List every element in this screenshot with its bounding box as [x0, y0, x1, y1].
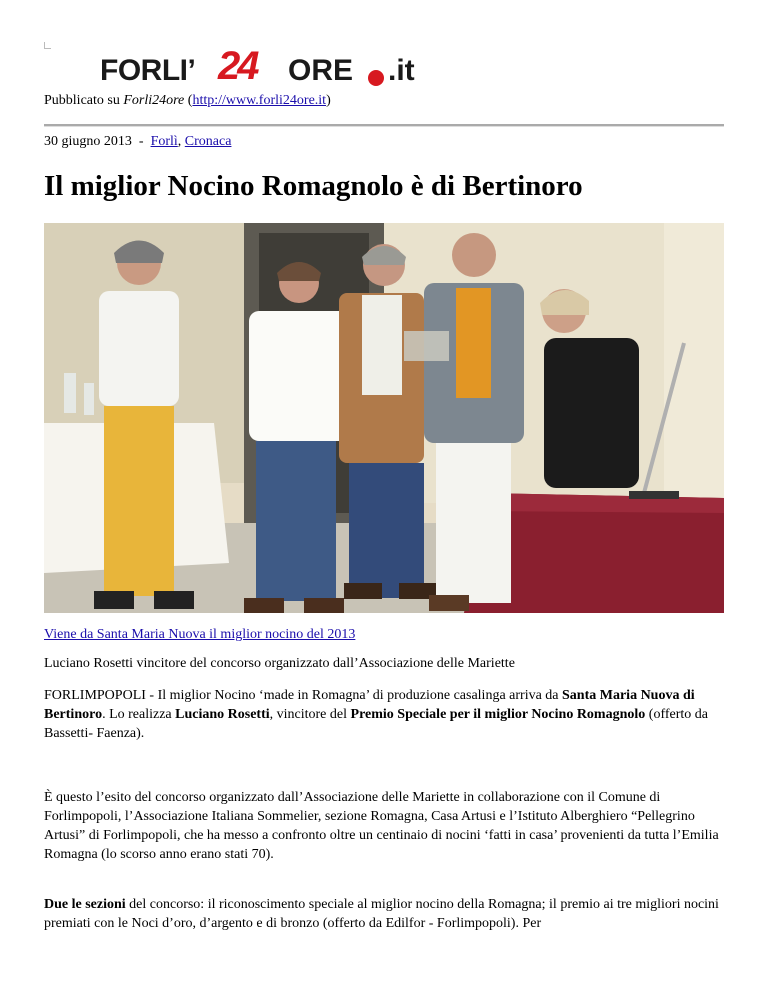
article-title: Il miglior Nocino Romagnolo è di Bertinoro [44, 170, 583, 202]
site-url-link[interactable]: http://www.forli24ore.it [192, 93, 327, 108]
site-logo [100, 44, 430, 92]
category-link-forli[interactable]: Forlì [150, 134, 178, 149]
logo-text-forli: FORLI’ [100, 54, 196, 87]
category-link-cronaca[interactable]: Cronaca [184, 134, 232, 149]
article-photo [44, 223, 724, 613]
photo-award-ceremony-icon [44, 223, 724, 613]
p1-text-2: . Lo realizza [102, 707, 176, 722]
paragraph-2: È questo l’esito del concorso organizzato dall’Associazione delle Mariette in collaborazione con il Comune di Forlimpopoli, l’Associazione Italiana Sommelier, sezione Romagna, Casa Artusi e l’Istituto Alberghiero “Pellegrino Artusi” di Forlimpopoli, che ha messo a confronto oltre un centinaio di nocini ‘fatti in casa’ provenienti da tutta l’Emilia Romagna (lo scorso anno erano stati 70). [44, 790, 719, 862]
published-line [44, 93, 331, 109]
p1-bold-1: Santa Maria Nuova di Bertinoro [44, 688, 695, 722]
url-close: ) [326, 93, 331, 108]
meta-comma: , [177, 134, 182, 149]
logo-text-24: 24 [218, 44, 257, 88]
p3-text-1: del concorso: il riconoscimento speciale al miglior nocino della Romagna; il premio ai tre migliori nocini premiati con le Noci d’oro, d’argento e di bronzo (offerto da Edilfor - Forlimpopoli). Per [44, 897, 719, 931]
photo-caption [44, 627, 355, 643]
paragraph-1 [44, 686, 724, 743]
p1-bold-3: Premio Speciale per il miglior Nocino Romagnolo [350, 707, 646, 722]
p1-text-1: FORLIMPOPOLI - Il miglior Nocino ‘made in Romagna’ di produzione casalinga arriva da [44, 688, 563, 703]
paragraph-3 [44, 895, 724, 933]
photo-caption-link[interactable]: Viene da Santa Maria Nuova il miglior nocino del 2013 [44, 627, 356, 642]
p1-text-4: (offerto da Bassetti- Faenza). [44, 707, 708, 741]
site-name: Forli24ore [123, 93, 185, 108]
logo-text-it: .it [388, 54, 415, 87]
p3-bold-1: Due le sezioni [44, 897, 126, 912]
article-meta [44, 134, 231, 150]
article-subtitle: Luciano Rosetti vincitore del concorso organizzato dall’Associazione delle Mariette [44, 656, 515, 671]
published-prefix: Pubblicato su [44, 93, 124, 108]
p1-text-3: , vincitore del [269, 707, 351, 722]
logo-dot-icon [368, 70, 384, 86]
p1-bold-2: Luciano Rosetti [175, 707, 270, 722]
meta-separator: - [138, 134, 144, 149]
url-open: ( [184, 93, 193, 108]
corner-mark [44, 42, 51, 49]
header-divider [44, 124, 724, 127]
logo-text-ore: ORE [288, 54, 354, 87]
article-date: 30 giugno 2013 [44, 134, 132, 149]
